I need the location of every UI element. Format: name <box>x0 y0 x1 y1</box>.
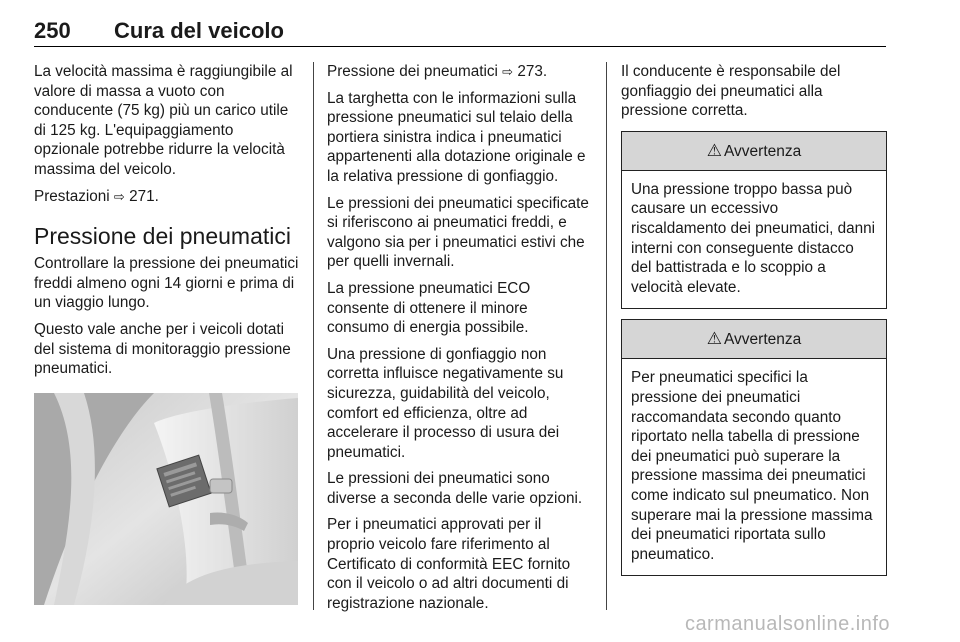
warning-title: Avvertenza <box>723 331 802 349</box>
warning-triangle-icon: ⚠ <box>706 329 722 349</box>
warning-header <box>622 320 886 359</box>
column-divider <box>606 62 607 610</box>
warning-text: Per pneumatici specifici la pressione dei pneumatici raccomandata secondo quanto riportato nella tabella di pressione dei pneumatici può superare la pressione massima dei pneumatici come indicato sul pneumatico. Non superare mai la pressione massima dei pneumatici riportata sullo pneumatico. <box>631 369 873 563</box>
paragraph: Controllare la pressione dei pneumatici freddi almeno ogni 14 giorni e prima di un viaggio lungo. <box>34 255 299 312</box>
warning-box <box>621 319 887 576</box>
column-divider <box>313 62 314 610</box>
door-frame-tyre-label-photo <box>34 393 298 605</box>
paragraph: Le pressioni dei pneumatici sono diverse a seconda delle varie opzioni. <box>327 470 583 507</box>
column-right <box>621 62 887 586</box>
watermark: carmanualsonline.info <box>684 613 890 635</box>
warning-text: Una pressione troppo bassa può causare un eccessivo riscaldamento dei pneumatici, danni interni con conseguente distacco del battistrada e lo scoppio a velocità elevate. <box>631 180 876 296</box>
reference-page: 273. <box>517 63 548 80</box>
section-title: Cura del veicolo <box>114 18 284 43</box>
page-number: 250 <box>34 18 71 43</box>
cross-reference[interactable] <box>34 187 302 207</box>
warning-title: Avvertenza <box>723 142 802 160</box>
paragraph: Le pressioni dei pneumatici specificate si riferiscono ai pneumatici freddi, e valgono sia per i pneumatici estivi che per quelli invernali. <box>327 194 589 271</box>
column-middle <box>327 62 593 620</box>
warning-body <box>622 171 886 309</box>
page-reference-arrow-icon: ⇨ <box>502 64 514 79</box>
warning-triangle-icon: ⚠ <box>706 140 722 160</box>
paragraph: Il conducente è responsabile del gonfiaggio dei pneumatici alla pressione corretta. <box>621 63 841 120</box>
reference-page: 271. <box>129 187 159 205</box>
warning-body <box>622 359 886 575</box>
paragraph: La pressione pneumatici ECO consente di ottenere il minore consumo di energia possibile. <box>327 279 531 337</box>
warning-box <box>621 131 887 310</box>
paragraph: La velocità massima è raggiungibile al valore di massa a vuoto con conducente (75 kg) più un carico utile di 125 kg. L'equipaggiamento opzionale potrebbe ridurre la velocità massima del veicolo. <box>34 63 293 178</box>
reference-text: Prestazioni <box>34 187 110 205</box>
reference-text: Pressione dei pneumatici <box>327 63 498 80</box>
paragraph: Questo vale anche per i veicoli dotati del sistema di monitoraggio pressione pneumatici. <box>34 320 291 378</box>
page-header <box>34 16 886 47</box>
paragraph: La targhetta con le informazioni sulla pressione pneumatici sul telaio della portiera sinistra indica i pneumatici appartenenti alla dotazione originale e la relativa pressione di gonfiaggio. <box>327 89 586 185</box>
page-reference-arrow-icon: ⇨ <box>113 188 125 204</box>
warning-header <box>622 132 886 171</box>
subsection-heading: Pressione dei pneumatici <box>34 223 291 250</box>
column-left <box>34 62 302 605</box>
cross-reference[interactable] <box>327 62 593 82</box>
paragraph: Una pressione di gonfiaggio non corretta influisce negativamente su sicurezza, guidabilità del veicolo, comfort ed efficienza, oltre ad accelerare il processo di usura dei pneumatici. <box>327 345 564 461</box>
paragraph: Per i pneumatici approvati per il proprio veicolo fare riferimento al Certificato di conformità EEC fornito con il veicolo o ad altri documenti di registrazione nazionale. <box>327 516 571 612</box>
